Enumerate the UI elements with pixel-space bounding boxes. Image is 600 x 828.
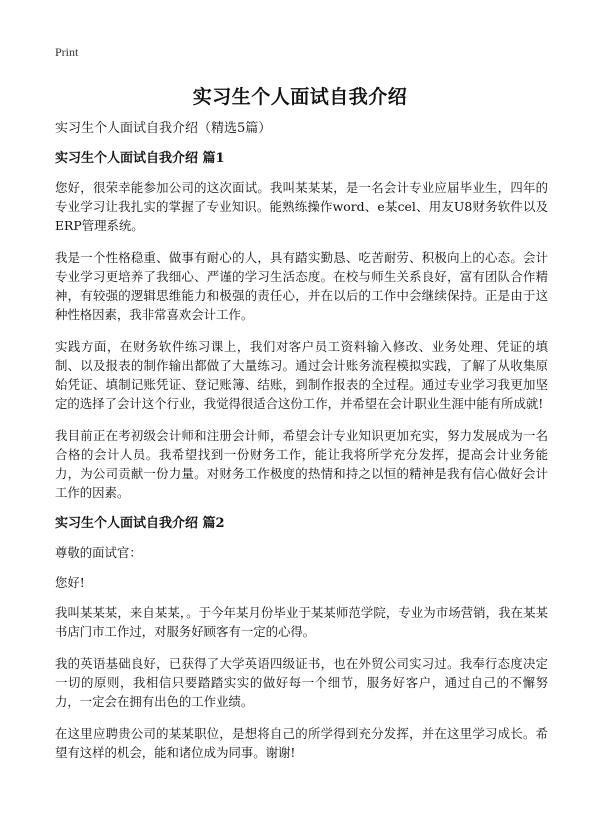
document-body — [55, 120, 548, 775]
section-1-paragraph-1: 您好，很荣幸能参加公司的这次面试。我叫某某某，是一名会计专业应届毕业生，四年的专业学习让我扎实的掌握了专业知识。能熟练操作word、e某cel、用友U8财务软件以及ERP管理系统。 — [55, 180, 548, 233]
section-1-paragraph-3: 实践方面，在财务软件练习课上，我们对客户员工资料输入修改、业务处理、凭证的填制、以及报表的制作输出都做了大量练习。通过会计账务流程模拟实践，了解了从收集原始凭证、填制记账凭证、登记账簿、结账，到制作报表的全过程。通过专业学习我更加坚定的选择了会计这个行业，我觉得很适合这份工作，并希望在会计职业生涯中能有所成就! — [55, 339, 548, 411]
section-heading-2: 实习生个人面试自我介绍 篇2 — [55, 516, 225, 531]
print-link[interactable]: Print — [55, 45, 79, 59]
section-2-paragraph-1: 尊敬的面试官： — [55, 545, 142, 560]
section-2-paragraph-5: 在这里应聘贵公司的某某职位，是想将自己的所学得到充分发挥，并在这里学习成长。希望有这样的机会，能和诸位成为同事。谢谢! — [55, 726, 548, 760]
section-2-paragraph-4: 我的英语基础良好，已获得了大学英语四级证书，也在外贸公司实习过。我奉行态度决定一切的原则，我相信只要踏踏实实的做好每一个细节，服务好客户，通过自己的不懈努力，一定会在拥有出色的工作业绩。 — [55, 656, 548, 709]
section-2-paragraph-3: 我叫某某某，来自某某，。于今年某月份毕业于某某师范学院，专业为市场营销，我在某某书店门市工作过，对服务好顾客有一定的心得。 — [55, 605, 548, 639]
document-subtitle: 实习生个人面试自我介绍（精选5篇） — [55, 121, 272, 136]
section-1-paragraph-4: 我目前正在考初级会计师和注册会计师，希望会计专业知识更加充实，努力发展成为一名合格的会计人员。我希望找到一份财务工作，能让我将所学充分发挥，提高会计业务能力，为公司贡献一份力量。对财务工作极度的热情和持之以恒的精神是我有信心做好会计工作的因素。 — [55, 428, 548, 500]
section-1-paragraph-2: 我是一个性格稳重、做事有耐心的人，具有踏实勤恳、吃苦耐劳、积极向上的心态。会计专业学习更培养了我细心、严谨的学习生活态度。在校与师生关系良好，富有团队合作精神，有较强的逻辑思维能力和极强的责任心，并在以后的工作中会继续保持。正是由于这种性格因素，我非常喜欢会计工作。 — [55, 250, 548, 322]
document-title: 实习生个人面试自我介绍 — [192, 86, 408, 108]
section-heading-1: 实习生个人面试自我介绍 篇1 — [55, 151, 225, 166]
section-2-paragraph-2: 您好! — [55, 575, 85, 590]
